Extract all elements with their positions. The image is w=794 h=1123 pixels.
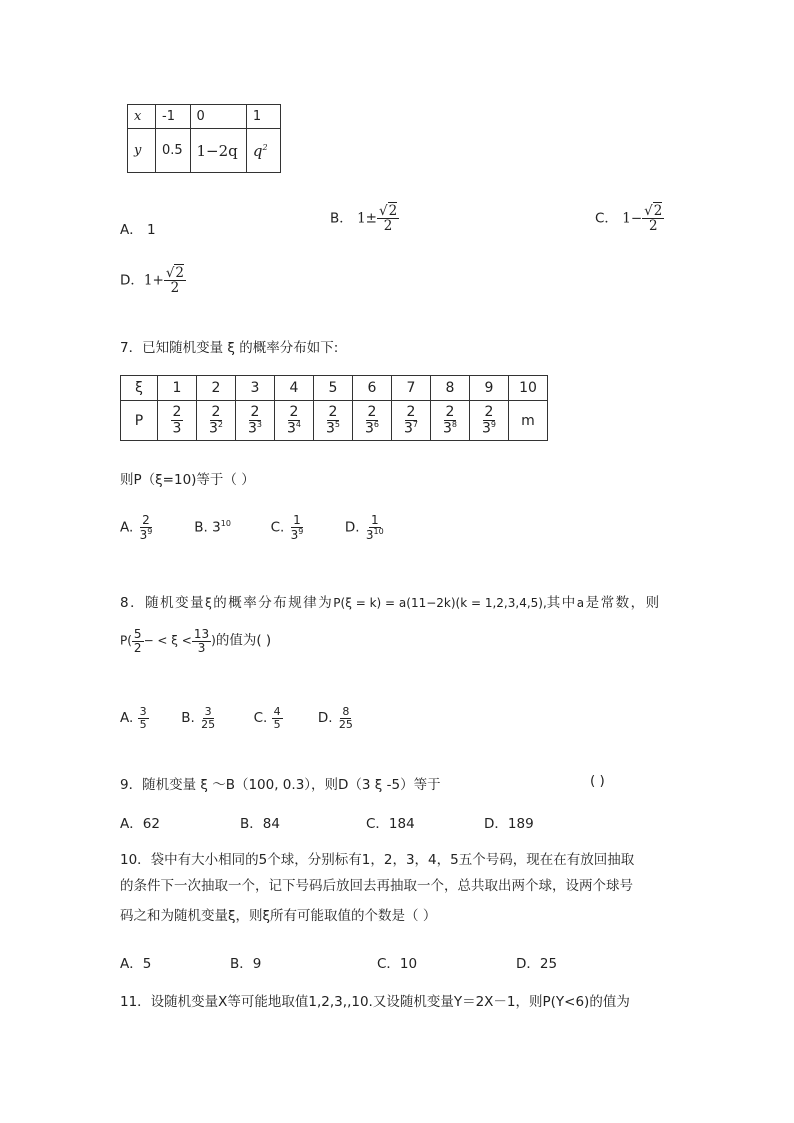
prob-cell: $\frac{2}{3^4}$ xyxy=(275,401,314,441)
q8-option-d: D. $\frac{8}{25}$ xyxy=(317,705,353,731)
q-exponent: 2 xyxy=(262,142,268,152)
q6-option-d xyxy=(120,266,186,295)
q8-option-c: C. $\frac{4}{5}$ xyxy=(253,705,281,731)
option-value: 1 xyxy=(147,222,156,238)
q7-option-c: C. $\frac{1}{3^9}$ xyxy=(270,513,304,542)
distribution-table-xy xyxy=(127,104,281,173)
table-header-cell: 6 xyxy=(353,376,392,401)
q6-option-b xyxy=(330,204,399,233)
q9-option-d: D．189 xyxy=(484,816,534,832)
q9-option-b: B．84 xyxy=(240,816,280,832)
q7-question: 则P（ξ=10)等于（ ） xyxy=(120,472,255,488)
table-cell: 1 xyxy=(246,105,280,129)
q9-option-c: C．184 xyxy=(366,816,415,832)
q8-stem: 8．随机变量ξ的概率分布规律为P(ξ = k) = a(11−2k)(k = 1,2,3,4,5),其中a是常数，则 xyxy=(120,595,661,611)
option-fraction xyxy=(642,204,664,233)
table-cell xyxy=(246,129,280,173)
fraction-denominator: 2 xyxy=(170,280,180,297)
q8-options xyxy=(120,706,378,730)
q11-line1: 11．设随机变量X等可能地取值1,2,3,,10.又设随机变量Y＝2X－1，则P(Y<6)的值为 xyxy=(120,994,630,1010)
distribution-table-xi xyxy=(120,375,548,441)
q10-options xyxy=(120,952,557,972)
table-cell: m xyxy=(509,401,548,441)
prob-cell: $\frac{2}{3}$ xyxy=(158,401,197,441)
table-cell: x xyxy=(128,105,156,129)
q7-stem: 7．已知随机变量 ξ 的概率分布如下: xyxy=(120,340,339,356)
option-fraction xyxy=(377,204,399,233)
q8-option-b: B. $\frac{3}{25}$ xyxy=(181,705,216,731)
prob-cell: $\frac{2}{3^3}$ xyxy=(236,401,275,441)
q9-option-a: A．62 xyxy=(120,816,160,832)
fraction-numerator: √2 xyxy=(378,203,398,219)
q10-option-a: A．5 xyxy=(120,956,152,972)
q6-option-a xyxy=(120,218,156,238)
table-header-cell: 4 xyxy=(275,376,314,401)
table-cell: 0 xyxy=(190,105,246,129)
fraction-denominator: 2 xyxy=(648,218,658,235)
prob-cell: $\frac{2}{3^7}$ xyxy=(392,401,431,441)
table-header-cell: 3 xyxy=(236,376,275,401)
q8-option-a: A. $\frac{3}{5}$ xyxy=(120,705,147,731)
prob-cell: $\frac{2}{3^2}$ xyxy=(197,401,236,441)
option-label: D． xyxy=(120,272,144,289)
q7-options xyxy=(120,514,415,541)
table-header-cell: 5 xyxy=(314,376,353,401)
q10-line3: 码之和为随机变量ξ，则ξ所有可能取值的个数是（ ） xyxy=(120,908,437,924)
table-cell: -1 xyxy=(156,105,191,129)
option-label: B． xyxy=(330,210,353,227)
q9-options xyxy=(120,812,534,832)
option-label: A． xyxy=(120,222,143,238)
table-header-cell: 10 xyxy=(509,376,548,401)
fraction-numerator: √2 xyxy=(165,265,185,281)
q10-option-d: D．25 xyxy=(516,956,558,972)
q6-option-c xyxy=(595,204,664,233)
table-header-cell: 1 xyxy=(158,376,197,401)
prob-cell: $\frac{2}{3^9}$ xyxy=(470,401,509,441)
table-header-cell: 8 xyxy=(431,376,470,401)
q10-line2: 的条件下一次抽取一个，记下号码后放回去再抽取一个，总共取出两个球，设两个球号 xyxy=(120,878,633,894)
q9-stem: 9．随机变量 ξ ～B（100, 0.3），则D（3 ξ -5）等于 xyxy=(120,777,441,793)
q9-answer-paren: ( ) xyxy=(590,773,605,789)
prob-cell: $\frac{2}{3^6}$ xyxy=(353,401,392,441)
table-cell: y xyxy=(128,129,156,173)
q7-option-a: A. $\frac{2}{3^9}$ xyxy=(120,513,153,542)
table-cell: 0.5 xyxy=(156,129,191,173)
prob-cell: $\frac{2}{3^8}$ xyxy=(431,401,470,441)
prob-cell: $\frac{2}{3^5}$ xyxy=(314,401,353,441)
q10-option-b: B．9 xyxy=(230,956,262,972)
table-header-cell: 7 xyxy=(392,376,431,401)
table-cell: 1−2q xyxy=(190,129,246,173)
q8-line2: P( $\frac{5}{2}$ − < ξ < $\frac{13}{3}$ )的值为( ) xyxy=(120,627,272,655)
option-prefix: 1± xyxy=(357,210,377,227)
option-label: C． xyxy=(595,210,618,227)
option-fraction xyxy=(164,266,186,295)
q10-option-c: C．10 xyxy=(377,956,418,972)
q10-line1: 10．袋中有大小相同的5个球，分别标有1，2，3，4，5五个号码，现在在有放回抽取 xyxy=(120,852,635,868)
option-prefix: 1− xyxy=(622,210,643,227)
q7-option-b: B. $3^{10}$ xyxy=(194,519,231,536)
q7-option-d: D. $\frac{1}{3^{10}}$ xyxy=(344,513,384,542)
table-header-cell: 2 xyxy=(197,376,236,401)
q-base: q xyxy=(252,141,263,160)
table-header-cell: 9 xyxy=(470,376,509,401)
fraction-denominator: 2 xyxy=(383,218,393,235)
table-header-cell: ξ xyxy=(121,376,158,401)
table-cell: P xyxy=(121,401,158,441)
fraction-numerator: √2 xyxy=(644,203,663,219)
option-prefix: 1+ xyxy=(143,272,164,289)
